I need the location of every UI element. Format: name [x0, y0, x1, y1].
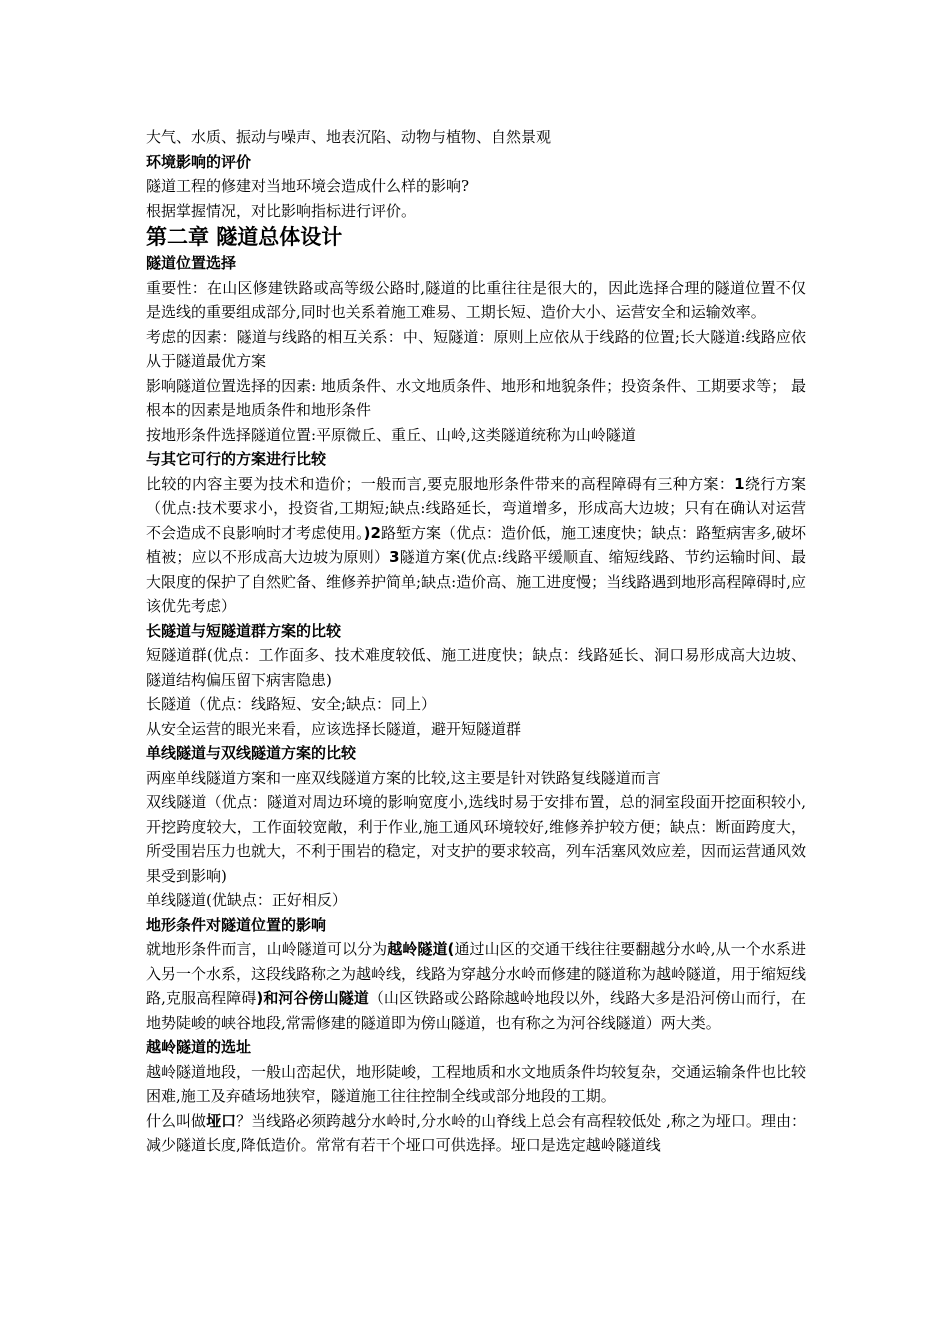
- factors-paragraph: 考虑的因素：隧道与线路的相互关系：中、短隧道：原则上应依从于线路的位置;长大隧道:线路应依从于隧道最优方案: [146, 327, 806, 370]
- terrain-text-3: （山区铁路或公路除越岭地段以外，线路大多是沿河傍山而行，在地势陡峻的峡谷地段,常需修建的隧道即为傍山隧道，也有称之为河谷线隧道）两大类。: [146, 989, 806, 1032]
- terrain-text-1: 就地形条件而言，山岭隧道可以分为: [146, 940, 388, 958]
- pass-text-1: 什么叫做: [146, 1111, 207, 1130]
- single-double-heading: 单线隧道与双线隧道方案的比较: [146, 744, 357, 762]
- pass-bold: 垭口: [206, 1111, 237, 1130]
- long-tunnel-paragraph: 长隧道（优点：线路短、安全;缺点：同上）: [146, 695, 437, 713]
- location-heading: 隧道位置选择: [146, 254, 237, 272]
- env-eval-answer: 根据掌握情况，对比影响指标进行评价。: [146, 201, 417, 220]
- single-line-paragraph: 单线隧道(优缺点：正好相反）: [146, 891, 347, 909]
- pass-paragraph: [146, 1109, 806, 1158]
- double-line-paragraph: 双线隧道（优点：隧道对周边环境的影响宽度小,选线时易于安排布置，总的洞室段面开挖面积较小,开挖跨度较大，工作面较宽敞，利于作业,施工通风环境较好,维修养护较方便；缺点：断面跨度大，所受围岩压力也就大，不利于围岩的稳定，对支护的要求较高，列车活塞风效应差，因而运营通风效果受到影响): [146, 793, 807, 885]
- terrain-bold-1: 越岭隧道(: [387, 940, 455, 958]
- env-eval-heading: 环境影响的评价: [146, 152, 252, 171]
- short-group-paragraph: 短隧道群(优点：工作面多、技术难度较低、施工进度快；缺点：线路延长、洞口易形成高大边坡、隧道结构偏压留下病害隐患): [146, 646, 806, 689]
- chapter-title: 第二章 隧道总体设计: [146, 225, 343, 249]
- compare-text-4: 隧道方案(优点:线路平缓顺直、缩短线路、节约运输时间、最大限度的保护了自然贮备、维修养护简单;缺点:造价高、施工进度慢；当线路遇到地形高程障碍时,应该优先考虑）: [146, 548, 806, 615]
- safety-view-paragraph: 从安全运营的眼光来看，应该选择长隧道，避开短隧道群: [146, 719, 522, 738]
- compare-paragraph: [146, 472, 806, 619]
- compare-text-2: 绕行方案（优点:技术要求小，投资省,工期短;缺点:线路延长，弯道增多，形成高大边坡；只有在确认对运营不会造成不良影响时才考虑使用。: [146, 474, 806, 542]
- pass-text-2: ？当线路必须跨越分水岭时,分水岭的山脊线上总会有高程较低处 ,称之为垭口。理由：减少隧道长度,降低造价。常常有若干个垭口可供选择。垭口是选定越岭隧道线: [146, 1111, 806, 1154]
- compare-heading: 与其它可行的方案进行比较: [146, 450, 327, 468]
- terrain-text-2: 通过山区的交通干线往往要翻越分水岭,从一个水系进入另一个水系，这段线路称之为越岭线，线路为穿越分水岭而修建的隧道称为越岭隧道，用于缩短线路,克服高程障碍: [146, 940, 807, 1007]
- compare-num-3: 3: [389, 548, 400, 566]
- compare-text-1: 比较的内容主要为技术和造价；一般而言,要克服地形条件带来的高程障碍有三种方案：: [146, 474, 735, 493]
- two-single-paragraph: 两座单线隧道方案和一座双线隧道方案的比较,这主要是针对铁路复线隧道而言: [146, 768, 661, 787]
- env-eval-question: 隧道工程的修建对当地环境会造成什么样的影响?: [146, 177, 470, 195]
- importance-paragraph: 重要性：在山区修建铁路或高等级公路时,隧道的比重往往是很大的，因此选择合理的隧道位置不仅是选线的重要组成部分,同时也关系着施工难易、工期长短、造价大小、运营安全和运输效率。: [146, 278, 806, 321]
- terrain-heading: 地形条件对隧道位置的影响: [146, 915, 327, 934]
- ridge-heading: 越岭隧道的选址: [146, 1038, 252, 1056]
- document-page: [146, 125, 806, 1158]
- influences-paragraph: 影响隧道位置选择的因素: 地质条件、水文地质条件、地形和地貌条件；投资条件、工期要求等； 最根本的因素是地质条件和地形条件: [146, 376, 806, 419]
- env-factors-line: 大气、水质、振动与噪声、地表沉陷、动物与植物、自然景观: [146, 128, 552, 146]
- compare-num-1: 1: [734, 474, 745, 493]
- terrain-paragraph: [146, 937, 806, 1035]
- terrain-bold-2: )和河谷傍山隧道: [256, 989, 369, 1007]
- ridge-paragraph: 越岭隧道地段，一般山峦起伏，地形陡峻，工程地质和水文地质条件均较复杂，交通运输条件也比较困难,施工及弃碴场地狭窄，隧道施工往往控制全线或部分地段的工期。: [146, 1062, 807, 1105]
- compare-text-3: 路堑方案（优点：造价低，施工速度快；缺点：路堑病害多,破坏植被；应以不形成高大边坡为原则）: [146, 523, 806, 566]
- compare-num-2: )2: [363, 523, 381, 542]
- terrain-select-paragraph: 按地形条件选择隧道位置:平原微丘、重丘、山岭,这类隧道统称为山岭隧道: [146, 425, 636, 444]
- long-short-heading: 长隧道与短隧道群方案的比较: [146, 621, 342, 640]
